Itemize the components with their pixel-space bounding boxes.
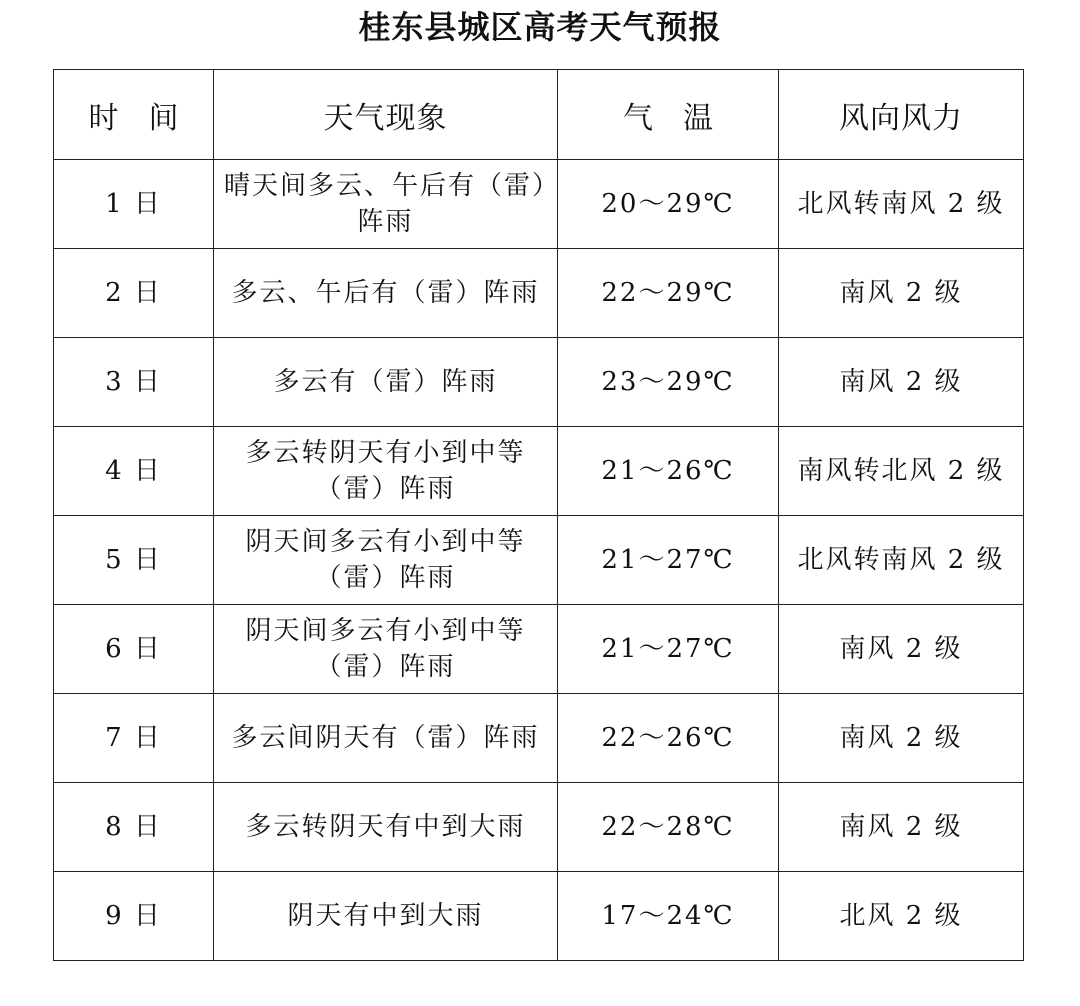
cell-temperature: 23～29℃ bbox=[558, 338, 779, 427]
cell-day: 6 日 bbox=[54, 605, 214, 694]
table-header-row bbox=[54, 70, 1024, 160]
cell-phenomenon: 阴天有中到大雨 bbox=[214, 872, 558, 961]
table-row bbox=[54, 694, 1024, 783]
cell-day: 1 日 bbox=[54, 160, 214, 249]
forecast-table bbox=[53, 69, 1024, 961]
cell-day: 9 日 bbox=[54, 872, 214, 961]
cell-temperature: 21～27℃ bbox=[558, 516, 779, 605]
cell-day: 3 日 bbox=[54, 338, 214, 427]
header-time: 时 间 bbox=[54, 70, 214, 160]
cell-day: 5 日 bbox=[54, 516, 214, 605]
cell-temperature: 21～27℃ bbox=[558, 605, 779, 694]
cell-wind: 北风转南风 2 级 bbox=[779, 160, 1024, 249]
cell-day: 8 日 bbox=[54, 783, 214, 872]
cell-phenomenon: 阴天间多云有小到中等（雷）阵雨 bbox=[214, 605, 558, 694]
header-temperature: 气 温 bbox=[558, 70, 779, 160]
cell-phenomenon: 多云间阴天有（雷）阵雨 bbox=[214, 694, 558, 783]
cell-temperature: 21～26℃ bbox=[558, 427, 779, 516]
table-row bbox=[54, 427, 1024, 516]
cell-wind: 北风 2 级 bbox=[779, 872, 1024, 961]
cell-temperature: 20～29℃ bbox=[558, 160, 779, 249]
table-row bbox=[54, 249, 1024, 338]
cell-phenomenon: 阴天间多云有小到中等（雷）阵雨 bbox=[214, 516, 558, 605]
cell-wind: 南风 2 级 bbox=[779, 783, 1024, 872]
cell-wind: 南风转北风 2 级 bbox=[779, 427, 1024, 516]
cell-wind: 南风 2 级 bbox=[779, 694, 1024, 783]
table-row bbox=[54, 160, 1024, 249]
cell-temperature: 22～29℃ bbox=[558, 249, 779, 338]
cell-day: 7 日 bbox=[54, 694, 214, 783]
cell-wind: 南风 2 级 bbox=[779, 605, 1024, 694]
cell-wind: 北风转南风 2 级 bbox=[779, 516, 1024, 605]
table-row bbox=[54, 872, 1024, 961]
header-phenomenon: 天气现象 bbox=[214, 70, 558, 160]
cell-wind: 南风 2 级 bbox=[779, 249, 1024, 338]
cell-phenomenon: 多云转阴天有小到中等（雷）阵雨 bbox=[214, 427, 558, 516]
table-row bbox=[54, 516, 1024, 605]
cell-wind: 南风 2 级 bbox=[779, 338, 1024, 427]
cell-temperature: 17～24℃ bbox=[558, 872, 779, 961]
cell-phenomenon: 晴天间多云、午后有（雷）阵雨 bbox=[214, 160, 558, 249]
cell-phenomenon: 多云、午后有（雷）阵雨 bbox=[214, 249, 558, 338]
table-row bbox=[54, 783, 1024, 872]
table-row bbox=[54, 605, 1024, 694]
cell-day: 2 日 bbox=[54, 249, 214, 338]
header-wind: 风向风力 bbox=[779, 70, 1024, 160]
cell-phenomenon: 多云转阴天有中到大雨 bbox=[214, 783, 558, 872]
cell-day: 4 日 bbox=[54, 427, 214, 516]
page-title: 桂东县城区高考天气预报 bbox=[358, 8, 722, 46]
cell-temperature: 22～26℃ bbox=[558, 694, 779, 783]
cell-phenomenon: 多云有（雷）阵雨 bbox=[214, 338, 558, 427]
cell-temperature: 22～28℃ bbox=[558, 783, 779, 872]
table-row bbox=[54, 338, 1024, 427]
